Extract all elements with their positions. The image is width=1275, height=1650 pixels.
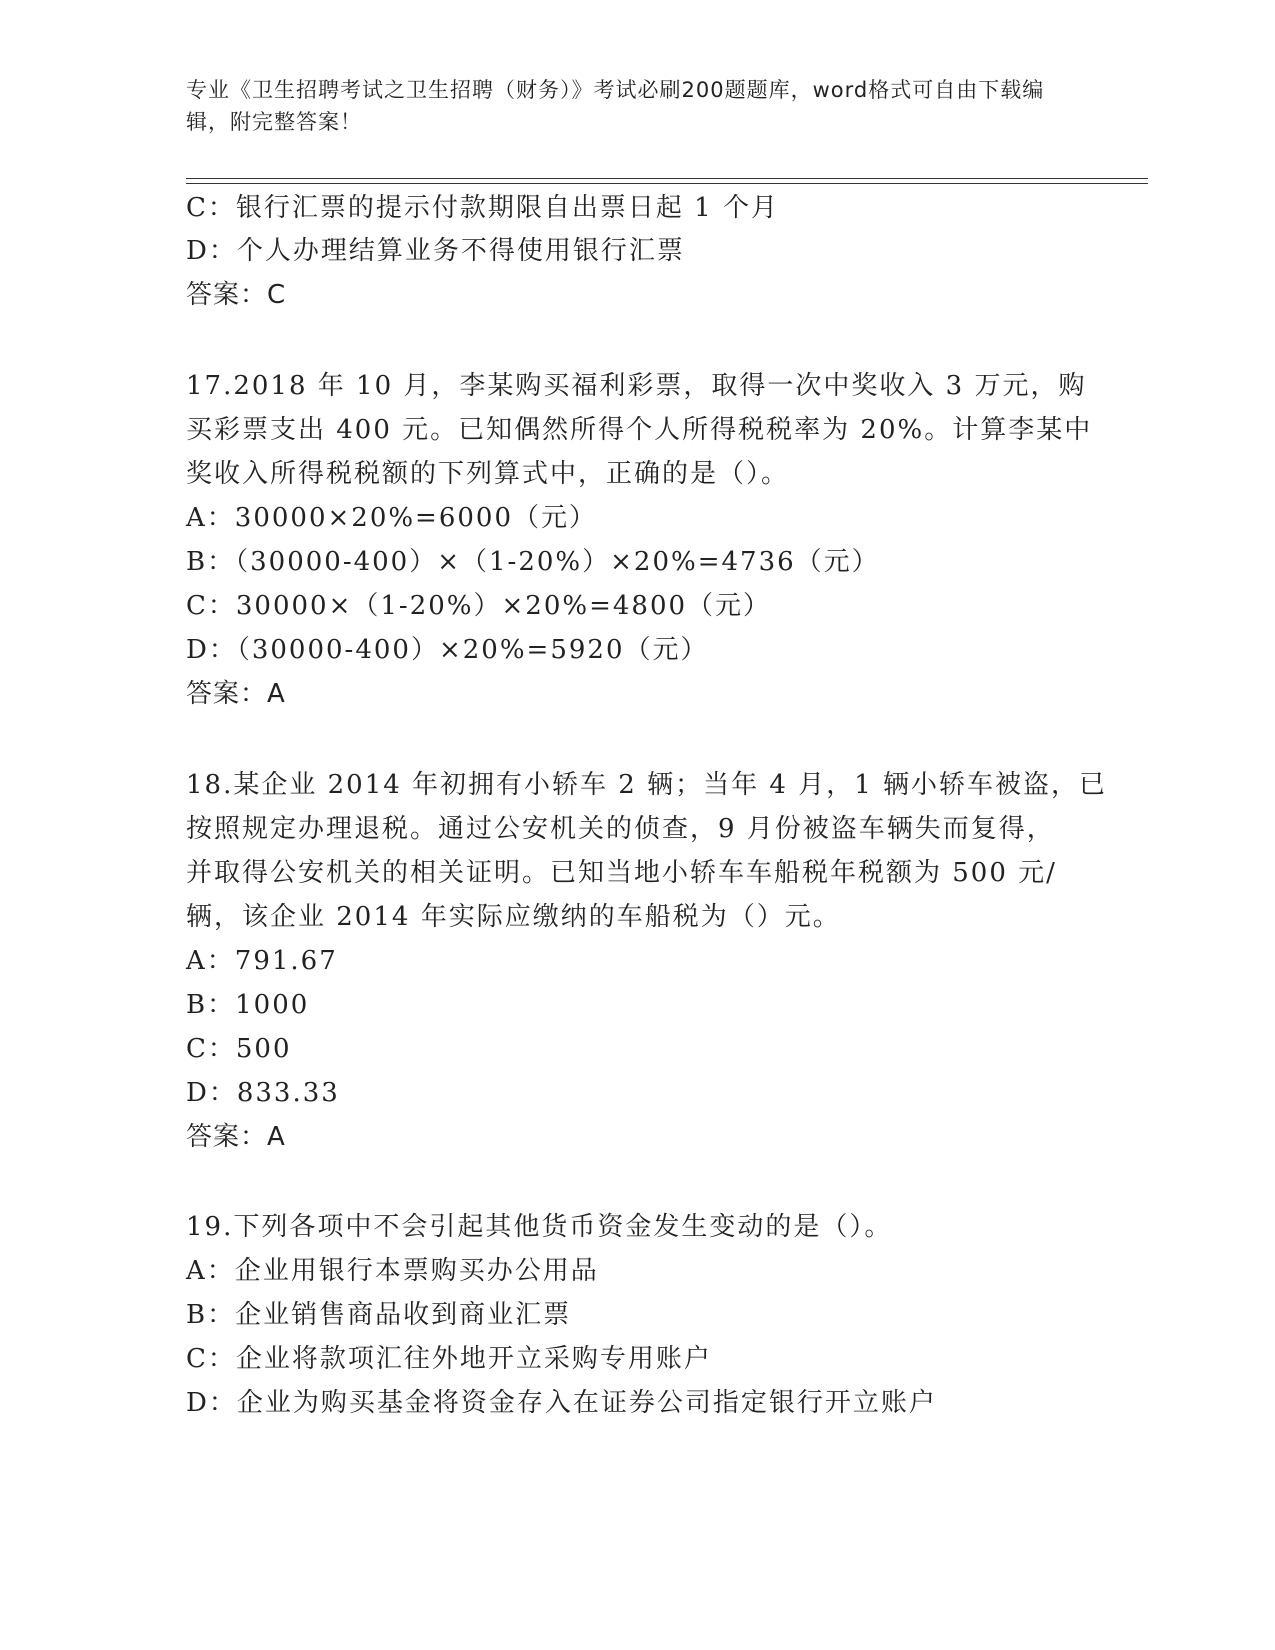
q18-stem-line-3: 并取得公安机关的相关证明。已知当地小轿车车船税年税额为 500 元/	[186, 858, 1057, 888]
q18-option-b: B：1000	[186, 990, 310, 1020]
q16-option-d: D：个人办理结算业务不得使用银行汇票	[186, 236, 685, 266]
q18-option-a: A：791.67	[186, 946, 338, 976]
q17-stem-line-3: 奖收入所得税税额的下列算式中，正确的是（）。	[186, 459, 790, 489]
q19-option-a: A：企业用银行本票购买办公用品	[186, 1256, 599, 1286]
q16-option-c: C：银行汇票的提示付款期限自出票日起 1 个月	[186, 193, 779, 223]
header-divider-top	[186, 178, 1148, 179]
q18-stem-line-1: 18.某企业 2014 年初拥有小轿车 2 辆；当年 4 月，1 辆小轿车被盗，已	[186, 770, 1107, 800]
q18-stem-line-2: 按照规定办理退税。通过公安机关的侦查，9 月份被盗车辆失而复得，	[186, 814, 1055, 844]
q18-option-d: D：833.33	[186, 1078, 340, 1108]
q16-answer: 答案：C	[186, 280, 287, 310]
q19-stem-line-1: 19.下列各项中不会引起其他货币资金发生变动的是（）。	[186, 1212, 893, 1242]
q17-option-b: B：（30000-400）×（1-20%）×20%=4736（元）	[186, 547, 880, 577]
q17-stem-line-2: 买彩票支出 400 元。已知偶然所得个人所得税税率为 20%。计算李某中	[186, 415, 1093, 445]
q17-stem-line-1: 17.2018 年 10 月，李某购买福利彩票，取得一次中奖收入 3 万元，购	[186, 371, 1087, 401]
q17-answer: 答案：A	[186, 679, 286, 709]
header-divider-bottom	[186, 183, 1148, 184]
document-header: 专业《卫生招聘考试之卫生招聘（财务）》考试必刷200题题库，word格式可自由下载编辑，附完整答案！	[186, 78, 1045, 134]
q17-option-c: C：30000×（1-20%）×20%=4800（元）	[186, 591, 772, 621]
q17-option-d: D：（30000-400）×20%=5920（元）	[186, 635, 709, 665]
q18-stem-line-4: 辆，该企业 2014 年实际应缴纳的车船税为（）元。	[186, 902, 841, 932]
q19-option-b: B：企业销售商品收到商业汇票	[186, 1300, 572, 1330]
q19-option-c: C：企业将款项汇往外地开立采购专用账户	[186, 1344, 712, 1374]
q18-option-c: C：500	[186, 1034, 292, 1064]
q17-option-a: A：30000×20%=6000（元）	[186, 503, 598, 533]
q19-option-d: D：企业为购买基金将资金存入在证券公司指定银行开立账户	[186, 1388, 937, 1418]
q18-answer: 答案：A	[186, 1122, 286, 1152]
